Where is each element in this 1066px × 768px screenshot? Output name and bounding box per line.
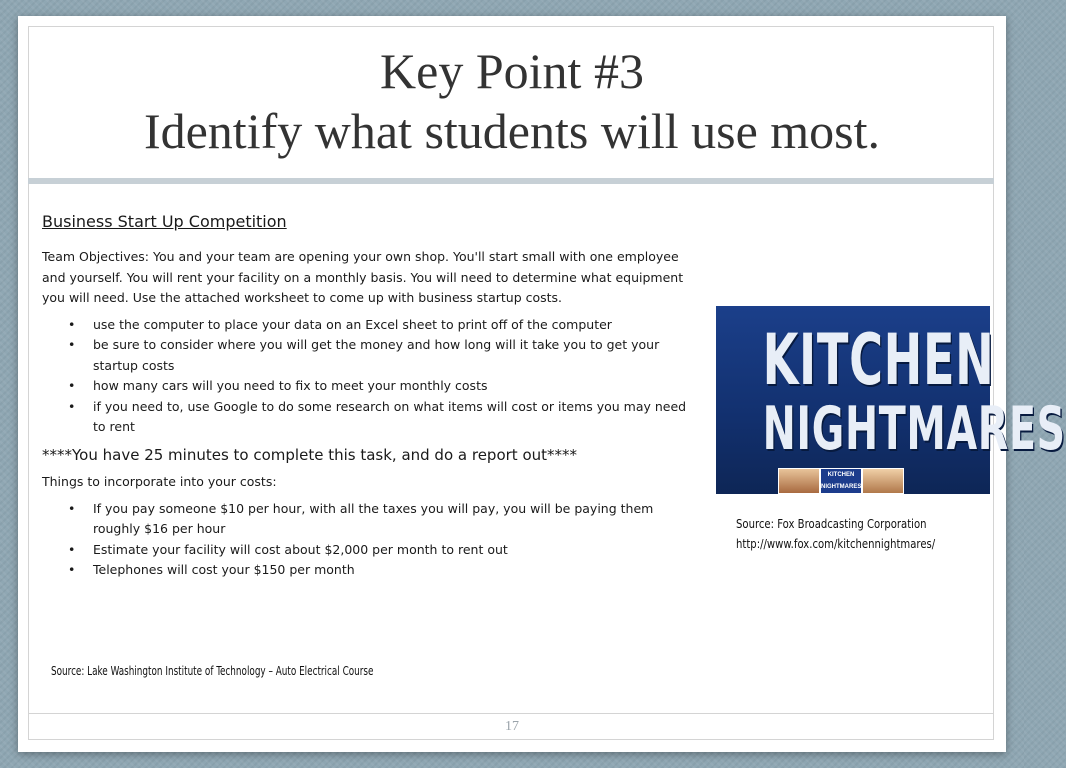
logo-source <box>736 514 935 554</box>
list-item: • Estimate your facility will cost about $2,000 per month to rent out <box>42 540 702 561</box>
logo-source-url: http://www.fox.com/kitchennightmares/ <box>736 537 936 551</box>
bullet-icon: • <box>68 562 76 577</box>
chef-photo-thumbnail <box>862 468 904 494</box>
title-divider <box>28 178 994 184</box>
bullet-icon: • <box>68 378 76 393</box>
chef-photo-thumbnail <box>778 468 820 494</box>
kitchen-nightmares-logo <box>716 306 1066 494</box>
bullet-icon: • <box>68 316 76 332</box>
document-source: Source: Lake Washington Institute of Technology – Auto Electrical Course <box>51 664 374 678</box>
mini-logo-thumbnail: KITCHEN NIGHTMARES <box>820 468 862 494</box>
title-line-2: Identify what students will use most. <box>143 103 881 159</box>
document-heading: Business Start Up Competition <box>42 212 287 231</box>
logo-text-line-2: NIGHTMARES <box>762 394 1066 464</box>
list-item: • how many cars will you need to fix to meet your monthly costs <box>42 376 702 397</box>
list-item: • If you pay someone $10 per hour, with all the taxes you will pay, you will be paying them roughly $16 per hour <box>68 500 654 536</box>
embedded-document <box>42 212 702 589</box>
page-number: 17 <box>505 719 519 734</box>
team-objectives: Team Objectives: You and your team are opening your own shop. You'll start small with one employee and yourself. You will rent your facility on a monthly basis. You will need to determine what equipment you will need. Use the attached worksheet to come up with business startup costs. <box>42 249 684 305</box>
bullet-icon: • <box>68 541 76 557</box>
logo-source-line-1: Source: Fox Broadcasting Corporation <box>736 517 927 531</box>
logo-text-line-1: KITCHEN <box>762 319 995 401</box>
list-item: • use the computer to place your data on an Excel sheet to print off of the computer <box>42 315 702 336</box>
costs-heading: Things to incorporate into your costs: <box>42 473 277 489</box>
list-item: • Telephones will cost your $150 per month <box>42 560 702 581</box>
title-line-1: Key Point #3 <box>380 43 644 99</box>
slide <box>18 16 1066 752</box>
time-notice: ****You have 25 minutes to complete this task, and do a report out**** <box>42 445 578 464</box>
slide-title <box>18 40 1006 160</box>
bullet-icon: • <box>68 337 76 352</box>
bullet-icon: • <box>68 398 76 414</box>
footer-divider <box>28 713 994 714</box>
list-item: • if you need to, use Google to do some research on what items will cost or items you may need to rent <box>68 398 687 434</box>
bullet-icon: • <box>68 500 76 516</box>
list-item: • be sure to consider where you will get the money and how long will it take you to get your startup costs <box>68 337 660 373</box>
objective-bullets <box>42 315 702 438</box>
cost-bullets <box>42 499 702 581</box>
